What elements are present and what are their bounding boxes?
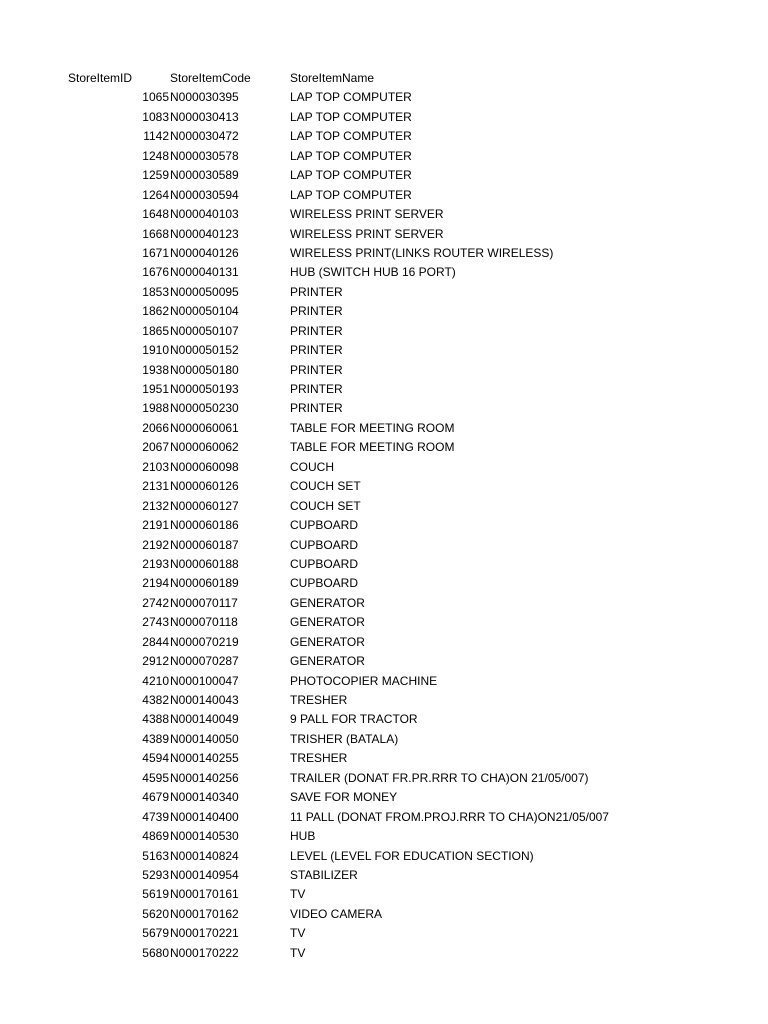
- table-row: [0, 399, 768, 418]
- store-items-sheet: [0, 69, 768, 963]
- store-item-code-cell: N000030594: [170, 187, 239, 202]
- store-item-code-cell: N000060061: [170, 420, 239, 435]
- store-item-id-cell: 2743: [142, 615, 169, 630]
- store-item-code-cell: N000030472: [170, 129, 239, 144]
- store-item-code-cell: N000170222: [170, 945, 239, 960]
- store-item-name-cell: GENERATOR: [290, 595, 365, 610]
- store-item-id-cell: 4739: [142, 809, 169, 824]
- store-item-name-cell: LAP TOP COMPUTER: [290, 148, 412, 163]
- store-item-code-cell: N000100047: [170, 673, 239, 688]
- store-item-name-cell: GENERATOR: [290, 615, 365, 630]
- store-item-name-cell: CUPBOARD: [290, 518, 359, 533]
- store-item-id-cell: 1648: [142, 207, 169, 222]
- table-row: [0, 808, 768, 827]
- store-item-code-cell: N000140954: [170, 867, 239, 882]
- store-item-code-cell: N000050095: [170, 284, 239, 299]
- table-row: [0, 516, 768, 535]
- store-item-name-cell: LAP TOP COMPUTER: [290, 109, 412, 124]
- table-row: [0, 263, 768, 282]
- store-item-id-cell: 1668: [142, 226, 169, 241]
- header-store-item-code: StoreItemCode: [170, 71, 251, 85]
- table-row: [0, 302, 768, 321]
- store-item-id-cell: 4595: [142, 770, 169, 785]
- store-item-code-cell: N000060189: [170, 576, 239, 591]
- store-item-name-cell: COUCH: [290, 459, 334, 474]
- store-item-code-cell: N000050107: [170, 323, 239, 338]
- table-row: [0, 127, 768, 146]
- store-item-code-cell: N000050104: [170, 304, 239, 319]
- store-item-name-cell: PRINTER: [290, 284, 343, 299]
- store-item-id-cell: 2131: [142, 479, 169, 494]
- table-row: [0, 186, 768, 205]
- table-row: [0, 749, 768, 768]
- table-row: [0, 555, 768, 574]
- store-item-name-cell: LEVEL (LEVEL FOR EDUCATION SECTION): [290, 848, 534, 863]
- store-item-id-cell: 1676: [142, 265, 169, 280]
- store-item-name-cell: GENERATOR: [290, 634, 365, 649]
- store-item-code-cell: N000070118: [170, 615, 238, 630]
- table-row: [0, 419, 768, 438]
- store-item-code-cell: N000050193: [170, 382, 239, 396]
- table-row: [0, 905, 768, 924]
- store-item-name-cell: SAVE FOR MONEY: [290, 790, 398, 805]
- store-item-code-cell: N000040131: [170, 265, 239, 280]
- table-row: [0, 361, 768, 380]
- store-item-id-cell: 4210: [142, 673, 169, 688]
- table-row: [0, 108, 768, 127]
- table-row: [0, 788, 768, 807]
- table-row: [0, 652, 768, 671]
- table-row: [0, 924, 768, 943]
- store-item-name-cell: TRISHER (BATALA): [290, 731, 399, 746]
- store-item-name-cell: TABLE FOR MEETING ROOM: [290, 440, 455, 455]
- store-item-name-cell: CUPBOARD: [290, 537, 359, 552]
- table-row: [0, 147, 768, 166]
- store-item-name-cell: WIRELESS PRINT SERVER: [290, 207, 444, 222]
- table-row: [0, 672, 768, 691]
- store-item-id-cell: 4679: [142, 790, 169, 805]
- store-item-id-cell: 1671: [142, 245, 169, 260]
- store-item-code-cell: N000040126: [170, 245, 239, 260]
- store-item-name-cell: VIDEO CAMERA: [290, 906, 383, 921]
- store-item-id-cell: 4594: [142, 751, 169, 766]
- store-item-code-cell: N000060187: [170, 537, 239, 552]
- store-item-code-cell: N000140256: [170, 770, 239, 785]
- store-item-name-cell: TRESHER: [290, 693, 348, 707]
- table-row: [0, 866, 768, 885]
- table-row: [0, 536, 768, 555]
- store-item-code-cell: N000040123: [170, 226, 239, 241]
- table-row: [0, 225, 768, 244]
- store-item-id-cell: 1853: [142, 284, 169, 299]
- store-item-id-cell: 1938: [142, 362, 169, 377]
- table-row: [0, 944, 768, 963]
- store-item-name-cell: PRINTER: [290, 304, 343, 319]
- store-item-name-cell: CUPBOARD: [290, 556, 359, 571]
- table-row: [0, 613, 768, 632]
- store-item-code-cell: N000140049: [170, 712, 239, 727]
- store-item-code-cell: N000070219: [170, 634, 239, 649]
- store-item-name-cell: WIRELESS PRINT(LINKS ROUTER WIRELESS): [290, 245, 554, 260]
- store-item-id-cell: 5293: [142, 867, 169, 882]
- table-row: [0, 322, 768, 341]
- store-item-code-cell: N000170161: [170, 887, 239, 902]
- store-item-id-cell: 5680: [142, 945, 169, 960]
- store-item-name-cell: PRINTER: [290, 343, 343, 358]
- store-item-id-cell: 4869: [142, 829, 169, 844]
- store-item-id-cell: 2192: [142, 537, 169, 552]
- store-item-code-cell: N000140400: [170, 809, 239, 824]
- store-item-code-cell: N000140043: [170, 693, 239, 707]
- header-store-item-id: StoreItemID: [68, 71, 133, 85]
- store-item-code-cell: N000060188: [170, 556, 239, 571]
- store-item-code-cell: N000040103: [170, 207, 239, 222]
- store-item-id-cell: 2912: [142, 654, 169, 669]
- header-row: [0, 69, 768, 88]
- store-item-id-cell: 4382: [142, 693, 169, 707]
- table-row: [0, 691, 768, 710]
- store-item-id-cell: 5163: [142, 848, 169, 863]
- store-item-code-cell: N000060127: [170, 498, 239, 513]
- store-item-name-cell: PRINTER: [290, 382, 343, 396]
- store-item-code-cell: N000030395: [170, 90, 239, 105]
- table-row: [0, 458, 768, 477]
- store-item-name-cell: 9 PALL FOR TRACTOR: [290, 712, 418, 727]
- store-item-id-cell: 1264: [142, 187, 169, 202]
- store-item-id-cell: 1988: [142, 401, 169, 416]
- store-item-name-cell: 11 PALL (DONAT FROM.PROJ.RRR TO CHA)ON21/05/007: [290, 809, 609, 824]
- table-row: [0, 574, 768, 593]
- store-item-name-cell: PRINTER: [290, 401, 343, 416]
- store-item-code-cell: N000140050: [170, 731, 239, 746]
- store-item-name-cell: TV: [290, 926, 306, 941]
- store-item-code-cell: N000170162: [170, 906, 239, 921]
- store-item-id-cell: 1862: [142, 304, 169, 319]
- store-item-name-cell: TV: [290, 887, 306, 902]
- store-item-id-cell: 2193: [142, 556, 169, 571]
- store-item-id-cell: 2194: [142, 576, 169, 591]
- store-item-name-cell: TV: [290, 945, 306, 960]
- store-item-id-cell: 2132: [142, 498, 169, 513]
- store-item-code-cell: N000140255: [170, 751, 239, 766]
- table-row: [0, 633, 768, 652]
- store-item-name-cell: STABILIZER: [290, 867, 358, 882]
- store-item-id-cell: 5619: [142, 887, 169, 902]
- store-item-id-cell: 1865: [142, 323, 169, 338]
- store-item-id-cell: 1951: [142, 382, 169, 396]
- store-item-id-cell: 2067: [142, 440, 169, 455]
- table-row: [0, 827, 768, 846]
- table-row: [0, 438, 768, 457]
- table-row: [0, 594, 768, 613]
- store-item-name-cell: PHOTOCOPIER MACHINE: [290, 673, 438, 688]
- store-item-name-cell: COUCH SET: [290, 498, 361, 513]
- store-item-name-cell: PRINTER: [290, 323, 343, 338]
- table-row: [0, 166, 768, 185]
- table-row: [0, 769, 768, 788]
- header-store-item-name: StoreItemName: [290, 71, 375, 85]
- store-item-code-cell: N000140530: [170, 829, 239, 844]
- store-item-id-cell: 4389: [142, 731, 169, 746]
- store-item-name-cell: WIRELESS PRINT SERVER: [290, 226, 444, 241]
- store-item-code-cell: N000070117: [170, 595, 238, 610]
- store-item-code-cell: N000060186: [170, 518, 239, 533]
- table-row: [0, 88, 768, 107]
- store-item-code-cell: N000030413: [170, 109, 239, 124]
- store-item-name-cell: TRAILER (DONAT FR.PR.RRR TO CHA)ON 21/05/007): [290, 770, 589, 785]
- table-row: [0, 244, 768, 263]
- store-item-id-cell: 4388: [142, 712, 169, 727]
- table-row: [0, 380, 768, 399]
- store-item-name-cell: HUB (SWITCH HUB 16 PORT): [290, 265, 456, 280]
- store-item-id-cell: 1083: [142, 109, 169, 124]
- store-item-id-cell: 1259: [142, 168, 169, 183]
- store-item-id-cell: 2191: [142, 518, 169, 533]
- store-item-name-cell: GENERATOR: [290, 654, 365, 669]
- store-item-id-cell: 1248: [142, 148, 169, 163]
- store-item-code-cell: N000050180: [170, 362, 239, 377]
- store-item-code-cell: N000060098: [170, 459, 239, 474]
- table-row: [0, 477, 768, 496]
- table-row: [0, 205, 768, 224]
- store-item-id-cell: 1142: [143, 129, 169, 144]
- table-row: [0, 730, 768, 749]
- store-item-code-cell: N000060126: [170, 479, 239, 494]
- store-item-name-cell: LAP TOP COMPUTER: [290, 187, 412, 202]
- store-item-name-cell: TRESHER: [290, 751, 348, 766]
- store-item-name-cell: HUB: [290, 829, 316, 844]
- store-item-code-cell: N000170221: [170, 926, 239, 941]
- table-body: [0, 88, 768, 963]
- store-item-id-cell: 2103: [142, 459, 169, 474]
- table-row: [0, 497, 768, 516]
- table-row: [0, 710, 768, 729]
- store-item-name-cell: COUCH SET: [290, 479, 361, 494]
- table-row: [0, 847, 768, 866]
- store-item-id-cell: 2066: [142, 420, 169, 435]
- store-item-code-cell: N000060062: [170, 440, 239, 455]
- store-item-code-cell: N000030578: [170, 148, 239, 163]
- store-item-name-cell: LAP TOP COMPUTER: [290, 129, 412, 144]
- store-item-id-cell: 2742: [142, 595, 169, 610]
- store-item-name-cell: CUPBOARD: [290, 576, 359, 591]
- store-item-code-cell: N000070287: [170, 654, 239, 669]
- store-item-code-cell: N000140340: [170, 790, 239, 805]
- table-row: [0, 283, 768, 302]
- store-item-code-cell: N000050230: [170, 401, 239, 416]
- store-item-name-cell: LAP TOP COMPUTER: [290, 90, 412, 105]
- store-item-code-cell: N000140824: [170, 848, 239, 863]
- store-item-name-cell: LAP TOP COMPUTER: [290, 168, 412, 183]
- store-item-code-cell: N000030589: [170, 168, 239, 183]
- store-item-id-cell: 1910: [142, 343, 169, 358]
- store-item-id-cell: 5620: [142, 906, 169, 921]
- store-item-name-cell: TABLE FOR MEETING ROOM: [290, 420, 455, 435]
- store-item-name-cell: PRINTER: [290, 362, 343, 377]
- table-row: [0, 341, 768, 360]
- table-row: [0, 885, 768, 904]
- store-item-id-cell: 5679: [142, 926, 169, 941]
- store-item-code-cell: N000050152: [170, 343, 239, 358]
- store-item-id-cell: 1065: [142, 90, 169, 105]
- store-item-id-cell: 2844: [142, 634, 169, 649]
